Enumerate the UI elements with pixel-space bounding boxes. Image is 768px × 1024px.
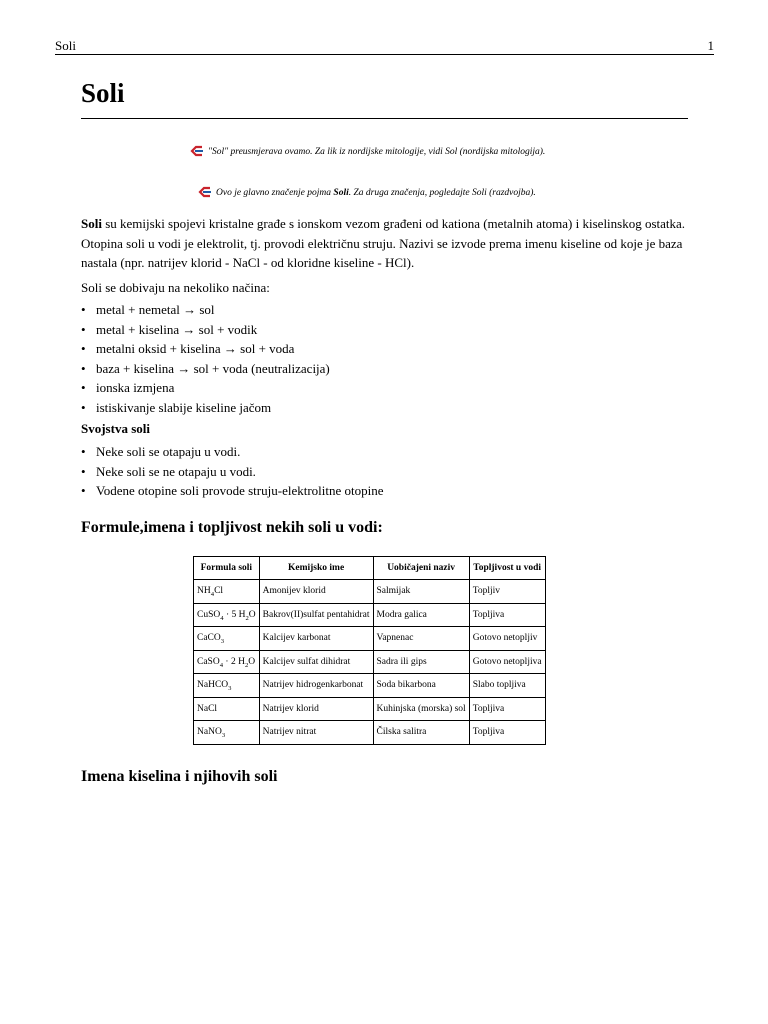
formula-text: O — [248, 609, 256, 620]
chemical-name-cell: Kalcijev sulfat dihidrat — [259, 650, 373, 674]
common-name-cell: Soda bikarbona — [373, 674, 469, 698]
methods-list — [81, 300, 330, 418]
formula-subscript: 2 — [244, 661, 249, 669]
table-row — [194, 674, 546, 698]
formula-subscript: 3 — [228, 685, 232, 693]
formula-text: CaCO — [197, 633, 221, 644]
properties-heading: Svojstva soli — [81, 421, 150, 436]
formula-text: NaCl — [197, 703, 218, 714]
formula-subscript: 3 — [221, 732, 226, 740]
formula-text: · 2 H — [223, 656, 245, 667]
formula-cell — [194, 627, 260, 651]
intro-text: su kemijski spojevi kristalne građe s ionskom vezom građeni od kationa (metalnih atoma) i kiselinskog ostatka. Otopina soli u vodi je elektrolit, tj. provodi električnu struju. Nazivi se izvode prema imenu kiseline od koje je baza nastala (npr. natrijev klorid - NaCl - od kloridne kiseline - HCl). — [81, 216, 686, 270]
chemical-name-cell: Natrijev hidrogenkarbonat — [259, 674, 373, 698]
redirect-arrow-icon — [190, 145, 204, 160]
list-item: • metalni oksid + kiselina → sol + voda — [81, 339, 330, 359]
chemical-name-cell: Amonijev klorid — [259, 580, 373, 604]
common-name-cell: Salmijak — [373, 580, 469, 604]
redirect-arrow-icon — [198, 186, 212, 201]
solubility-cell: Topljiv — [469, 580, 545, 604]
chemical-name-cell: Bakrov(II)sulfat pentahidrat — [259, 603, 373, 627]
formula-cell — [194, 721, 260, 745]
salts-table — [193, 556, 546, 745]
intro-paragraph — [81, 214, 691, 273]
list-item: • metal + nemetal → sol — [81, 300, 330, 320]
section-heading-acids: Imena kiselina i njihovih soli — [81, 768, 278, 785]
chemical-name-cell: Natrijev nitrat — [259, 721, 373, 745]
formula-text: NH — [197, 586, 211, 597]
hatnote-text[interactable]: "Sol" preusmjerava ovamo. Za lik iz nordijske mitologije, vidi Sol (nordijska mitologija). — [208, 147, 546, 157]
list-item: • Neke soli se otapaju u vodi. — [81, 442, 384, 462]
column-header: Kemijsko ime — [259, 557, 373, 580]
methods-intro: Soli se dobivaju na nekoliko načina: — [81, 280, 270, 295]
formula-subscript: 4 — [210, 591, 215, 599]
common-name-cell: Vapnenac — [373, 627, 469, 651]
solubility-cell: Gotovo netopljiva — [469, 650, 545, 674]
formula-cell — [194, 650, 260, 674]
column-header: Uobičajeni naziv — [373, 557, 469, 580]
page-title: Soli — [81, 78, 125, 108]
solubility-cell: Topljiva — [469, 697, 545, 721]
table-row — [194, 650, 546, 674]
solubility-cell: Gotovo netopljiv — [469, 627, 545, 651]
formula-subscript: 4 — [220, 614, 224, 622]
hatnote-redirect — [190, 145, 545, 160]
formula-text: NaHCO — [197, 680, 229, 691]
formula-cell — [194, 603, 260, 627]
common-name-cell: Sadra ili gips — [373, 650, 469, 674]
common-name-cell: Modra galica — [373, 603, 469, 627]
column-header: Formula soli — [194, 557, 260, 580]
formula-text: CaSO — [197, 656, 220, 667]
table-row — [194, 603, 546, 627]
formula-subscript: 2 — [245, 614, 249, 622]
list-item: • Vodene otopine soli provode struju-elektrolitne otopine — [81, 481, 384, 501]
title-rule — [81, 118, 688, 119]
list-item: • istiskivanje slabije kiseline jačom — [81, 398, 330, 418]
intro-bold-term: Soli — [81, 216, 102, 231]
formula-text: O — [248, 656, 256, 667]
formula-subscript: 3 — [220, 638, 225, 646]
header-rule — [55, 54, 714, 55]
solubility-cell: Slabo topljiva — [469, 674, 545, 698]
formula-cell — [194, 697, 260, 721]
formula-text: NaNO — [197, 727, 222, 738]
list-item: • ionska izmjena — [81, 378, 330, 398]
section-heading-formulas: Formule,imena i topljivost nekih soli u vodi: — [81, 519, 383, 536]
table-row — [194, 721, 546, 745]
list-item: • metal + kiselina → sol + vodik — [81, 320, 330, 340]
formula-cell — [194, 580, 260, 604]
formula-text: Cl — [214, 586, 224, 597]
page-number: 1 — [707, 38, 714, 53]
list-item: • baza + kiselina → sol + voda (neutralizacija) — [81, 359, 330, 379]
table-row — [194, 627, 546, 651]
formula-text: CuSO — [197, 609, 221, 620]
hatnote-bold: Soli — [333, 188, 349, 198]
formula-subscript: 4 — [219, 661, 224, 669]
list-item: • Neke soli se ne otapaju u vodi. — [81, 462, 384, 482]
table-row — [194, 580, 546, 604]
chemical-name-cell: Natrijev klorid — [259, 697, 373, 721]
common-name-cell: Čilska salitra — [373, 721, 469, 745]
solubility-cell: Topljiva — [469, 721, 545, 745]
properties-list — [81, 442, 384, 501]
hatnote-disambiguation — [198, 186, 536, 201]
common-name-cell: Kuhinjska (morska) sol — [373, 697, 469, 721]
chemical-name-cell: Kalcijev karbonat — [259, 627, 373, 651]
hatnote-text-after[interactable]: . Za druga značenja, pogledajte Soli (razdvojba). — [348, 188, 536, 198]
solubility-cell: Topljiva — [469, 603, 545, 627]
running-title: Soli — [55, 38, 76, 53]
table-row — [194, 697, 546, 721]
formula-text: · 5 H — [223, 609, 246, 620]
formula-cell — [194, 674, 260, 698]
column-header: Topljivost u vodi — [469, 557, 545, 580]
table-header-row — [194, 557, 546, 580]
hatnote-text-before: Ovo je glavno značenje pojma — [216, 188, 334, 198]
